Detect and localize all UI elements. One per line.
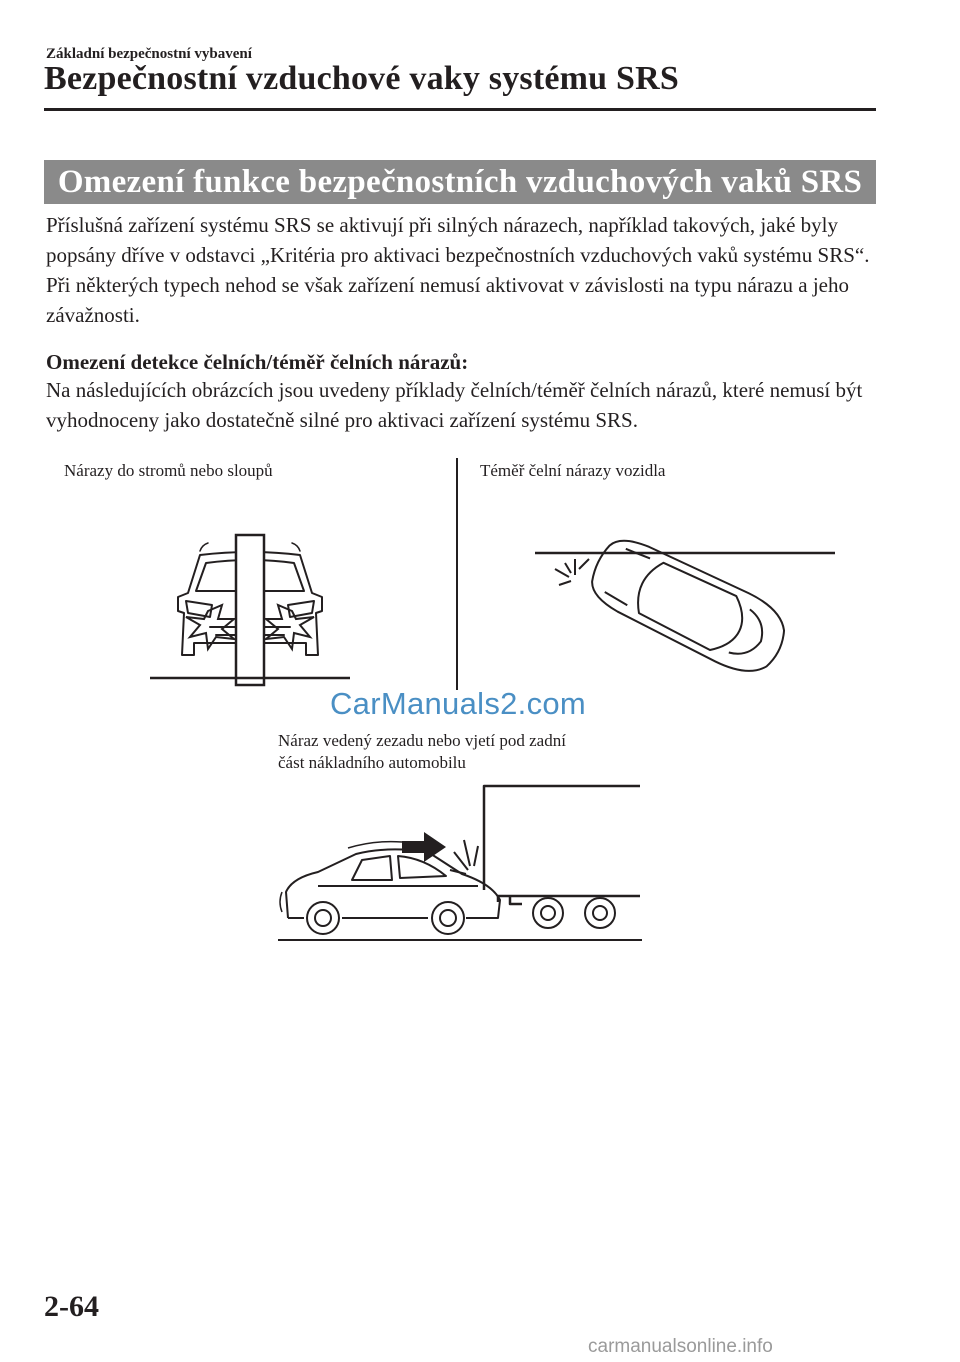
underride-caption-line1: Náraz vedený zezadu nebo vjetí pod zadní <box>278 731 566 750</box>
oblique-impact-caption: Téměř čelní nárazy vozidla <box>480 461 666 480</box>
oblique-impact-illustration <box>535 545 835 675</box>
pole-impact-caption: Nárazy do stromů nebo sloupů <box>64 461 273 480</box>
underride-caption-line2: část nákladního automobilu <box>278 753 466 772</box>
intro-paragraph: Příslušná zařízení systému SRS se aktivují při silných nárazech, například takových, jaké byly popsány dříve v odstavci „Kritéria pro aktivaci bezpečnostních vzduchových vaků systému SRS“. Při některých typech nehod se však zařízení nemusí aktivovat v závislosti na typu nárazu a jeho závažnosti. <box>46 213 870 327</box>
subheading: Omezení detekce čelních/téměř čelních nárazů: <box>46 350 469 374</box>
body-paragraph: Na následujících obrázcích jsou uvedeny příklady čelních/téměř čelních nárazů, které nemusí být vyhodnoceny jako dostatečně silné pro aktivaci zařízení systému SRS. <box>46 378 863 432</box>
section-banner: Omezení funkce bezpečnostních vzduchových vaků SRS <box>44 160 876 204</box>
underride-illustration <box>278 780 642 945</box>
footer-site: carmanualsonline.info <box>588 1336 773 1357</box>
figure-divider <box>456 458 458 690</box>
arrow-right-icon <box>402 832 446 862</box>
page-number: 2-64 <box>44 1290 99 1323</box>
page-title: Bezpečnostní vzduchové vaky systému SRS <box>44 60 679 97</box>
title-rule <box>44 108 876 111</box>
pole-impact-illustration <box>150 535 350 685</box>
underride-caption <box>278 730 566 774</box>
chapter-title: Základní bezpečnostní vybavení <box>46 46 252 62</box>
watermark: CarManuals2.com <box>330 686 587 721</box>
